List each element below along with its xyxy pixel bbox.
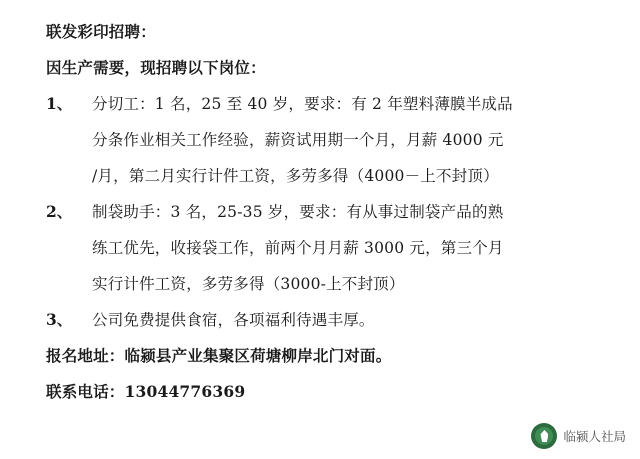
list-item-line: 制袋助手：3 名，25-35 岁，要求：有从事过制袋产品的熟 <box>92 203 504 221</box>
address-line: 报名地址：临颍县产业集聚区荷塘柳岸北门对面。 <box>46 346 392 365</box>
account-name: 临颍人社局 <box>563 429 626 444</box>
document-intro: 因生产需要，现招聘以下岗位： <box>46 58 266 77</box>
leaf-circle-icon <box>531 423 557 449</box>
list-item-number: 1、 <box>46 94 73 113</box>
list-item <box>46 194 600 302</box>
list-item-line: /月，第二月实行计件工资，多劳多得（4000－上不封顶） <box>92 167 499 185</box>
phone-line: 联系电话：13044776369 <box>46 382 246 401</box>
list-item-line: 公司免费提供食宿，各项福利待遇丰厚。 <box>92 311 375 329</box>
account-badge <box>531 423 626 449</box>
list-item-body <box>92 86 600 194</box>
list-item-line: 实行计件工资，多劳多得（3000-上不封顶） <box>92 275 405 293</box>
list-item-body <box>92 194 600 302</box>
document-title: 联发彩印招聘： <box>46 22 156 41</box>
list-item-number: 2、 <box>46 202 73 221</box>
list-item-line: 分条作业相关工作经验，薪资试用期一个月，月薪 4000 元 <box>92 131 504 149</box>
list-item <box>46 86 600 194</box>
list-item-body <box>92 302 600 338</box>
list-item-line: 练工优先，收接袋工作，前两个月月薪 3000 元，第三个月 <box>92 239 504 257</box>
list-item-line: 分切工：1 名，25 至 40 岁，要求：有 2 年塑料薄膜半成品 <box>92 95 513 113</box>
list-item-number: 3、 <box>46 310 73 329</box>
list-item <box>46 302 600 338</box>
